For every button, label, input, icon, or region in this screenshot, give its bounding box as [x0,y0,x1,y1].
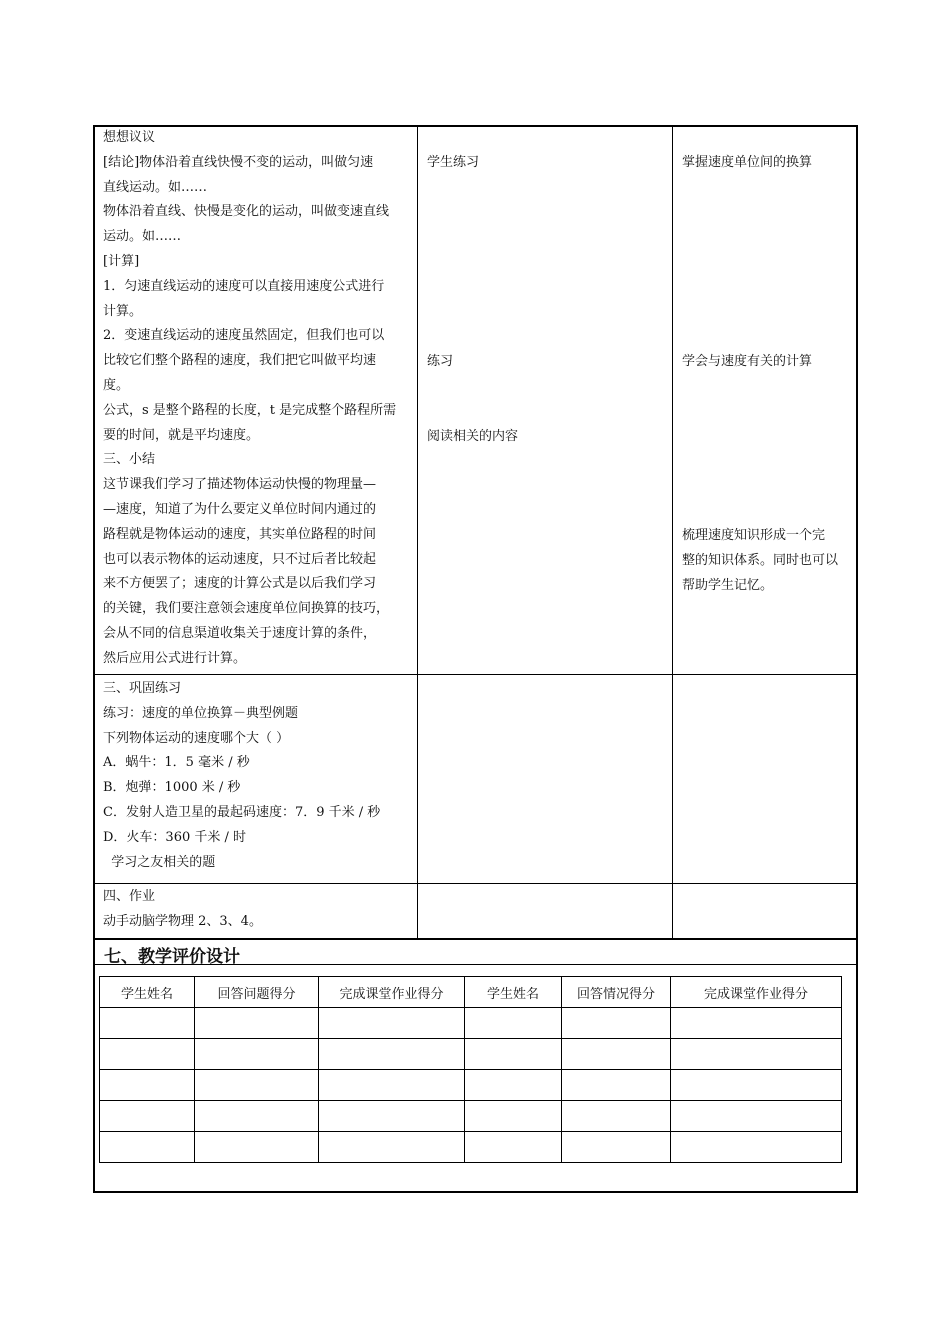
consolidation-content [103,677,415,875]
header-student-name: 学生姓名 [100,977,195,1008]
header-homework-score: 完成课堂作业得分 [319,977,465,1008]
lesson-line: 比较它们整个路程的速度，我们把它叫做平均速 [103,353,377,369]
lesson-line: 要的时间，就是平均速度。 [103,427,260,443]
lesson-line: 会从不同的信息渠道收集关于速度计算的条件， [103,625,377,641]
consolidation-line: C．发射人造卫星的最起码速度：7．9 千米 / 秒 [103,804,381,820]
header-homework-score: 完成课堂作业得分 [671,977,842,1008]
lesson-line: 然后应用公式进行计算。 [103,650,247,666]
homework-line: 四、作业 [103,889,156,904]
student-practice-label: 学生练习 [427,155,480,170]
table-cell[interactable] [465,1039,562,1070]
table-border-bottom [93,1191,858,1193]
column-divider-1 [417,125,418,939]
table-border-right [856,125,858,1193]
header-answer-score: 回答问题得分 [195,977,319,1008]
table-cell[interactable] [100,1070,195,1101]
table-row [100,1008,842,1039]
table-cell[interactable] [195,1132,319,1163]
lesson-line: 计算。 [103,303,143,319]
table-cell[interactable] [562,1008,671,1039]
row-divider-3 [93,938,858,940]
table-cell[interactable] [671,1039,842,1070]
homework-content [103,885,415,935]
practice-label: 练习 [427,354,454,369]
consolidation-line: 三、巩固练习 [103,681,182,696]
consolidation-line: 练习：速度的单位换算－典型例题 [103,705,299,721]
evaluation-header-row [100,977,842,1008]
lesson-line: 这节课我们学习了描述物体运动快慢的物理量— [103,477,377,493]
table-cell[interactable] [465,1008,562,1039]
summary-goal-line: 帮助学生记忆。 [682,577,774,593]
lesson-line: 三、小结 [103,452,156,468]
table-cell[interactable] [562,1132,671,1163]
table-cell[interactable] [319,1132,465,1163]
table-cell[interactable] [100,1132,195,1163]
lesson-line: 运动。如…… [103,229,182,245]
summary-goal [682,524,854,598]
unit-conversion-goal: 掌握速度单位间的换算 [682,155,813,170]
lesson-line: 也可以表示物体的运动速度，只不过后者比较起 [103,551,377,567]
row-divider-2 [93,883,858,884]
lesson-line: [计算] [103,253,140,269]
table-cell[interactable] [319,1101,465,1132]
calculation-goal: 学会与速度有关的计算 [682,354,813,369]
consolidation-line: B．炮弹：1000 米 / 秒 [103,780,241,796]
table-cell[interactable] [671,1008,842,1039]
lesson-line: 想想议议 [103,130,156,145]
consolidation-line: 下列物体运动的速度哪个大（ ） [103,730,290,746]
table-cell[interactable] [562,1039,671,1070]
header-answer-status-score: 回答情况得分 [562,977,671,1008]
table-cell[interactable] [195,1039,319,1070]
summary-goal-line: 梳理速度知识形成一个完 [682,528,826,543]
evaluation-table [99,976,842,1163]
lesson-line: 2．变速直线运动的速度虽然固定，但我们也可以 [103,328,385,344]
table-cell[interactable] [465,1070,562,1101]
lesson-content [103,126,415,672]
table-row [100,1070,842,1101]
table-row [100,1039,842,1070]
lesson-line: 路程就是物体运动的速度，其实单位路程的时间 [103,526,377,542]
table-row [100,1132,842,1163]
table-cell[interactable] [671,1070,842,1101]
lesson-line: 度。 [103,377,130,393]
table-cell[interactable] [319,1039,465,1070]
consolidation-line: D．火车：360 千米 / 时 [103,829,247,845]
table-cell[interactable] [465,1132,562,1163]
lesson-line: 物体沿着直线、快慢是变化的运动，叫做变速直线 [103,204,390,220]
lesson-line: —速度，知道了为什么要定义单位时间内通过的 [103,501,377,517]
homework-line: 动手动脑学物理 2、3、4。 [103,913,262,929]
table-cell[interactable] [671,1101,842,1132]
reading-label: 阅读相关的内容 [427,429,519,444]
row-divider-1 [93,674,858,675]
table-cell[interactable] [100,1008,195,1039]
header-student-name: 学生姓名 [465,977,562,1008]
evaluation-heading: 七、教学评价设计 [104,947,240,967]
consolidation-line: 学习之友相关的题 [103,854,216,870]
table-cell[interactable] [671,1132,842,1163]
table-cell[interactable] [319,1008,465,1039]
lesson-line: 公式，s 是整个路程的长度，t 是完成整个路程所需 [103,402,397,418]
lesson-line: 直线运动。如…… [103,179,208,195]
lesson-line: 1．匀速直线运动的速度可以直接用速度公式进行 [103,278,385,294]
table-cell[interactable] [562,1070,671,1101]
table-cell[interactable] [465,1101,562,1132]
table-cell[interactable] [195,1070,319,1101]
summary-goal-line: 整的知识体系。同时也可以 [682,552,839,568]
table-cell[interactable] [100,1039,195,1070]
lesson-line: [结论]物体沿着直线快慢不变的运动，叫做匀速 [103,154,374,170]
table-border-left [93,125,95,1193]
table-cell[interactable] [319,1070,465,1101]
table-cell[interactable] [195,1008,319,1039]
table-cell[interactable] [100,1101,195,1132]
column-divider-2 [672,125,673,939]
table-cell[interactable] [195,1101,319,1132]
table-cell[interactable] [562,1101,671,1132]
lesson-line: 来不方便罢了；速度的计算公式是以后我们学习 [103,576,377,592]
lesson-line: 的关键，我们要注意领会速度单位间换算的技巧， [103,601,390,617]
consolidation-line: A．蜗牛：1．5 毫米 / 秒 [103,755,250,771]
table-row [100,1101,842,1132]
